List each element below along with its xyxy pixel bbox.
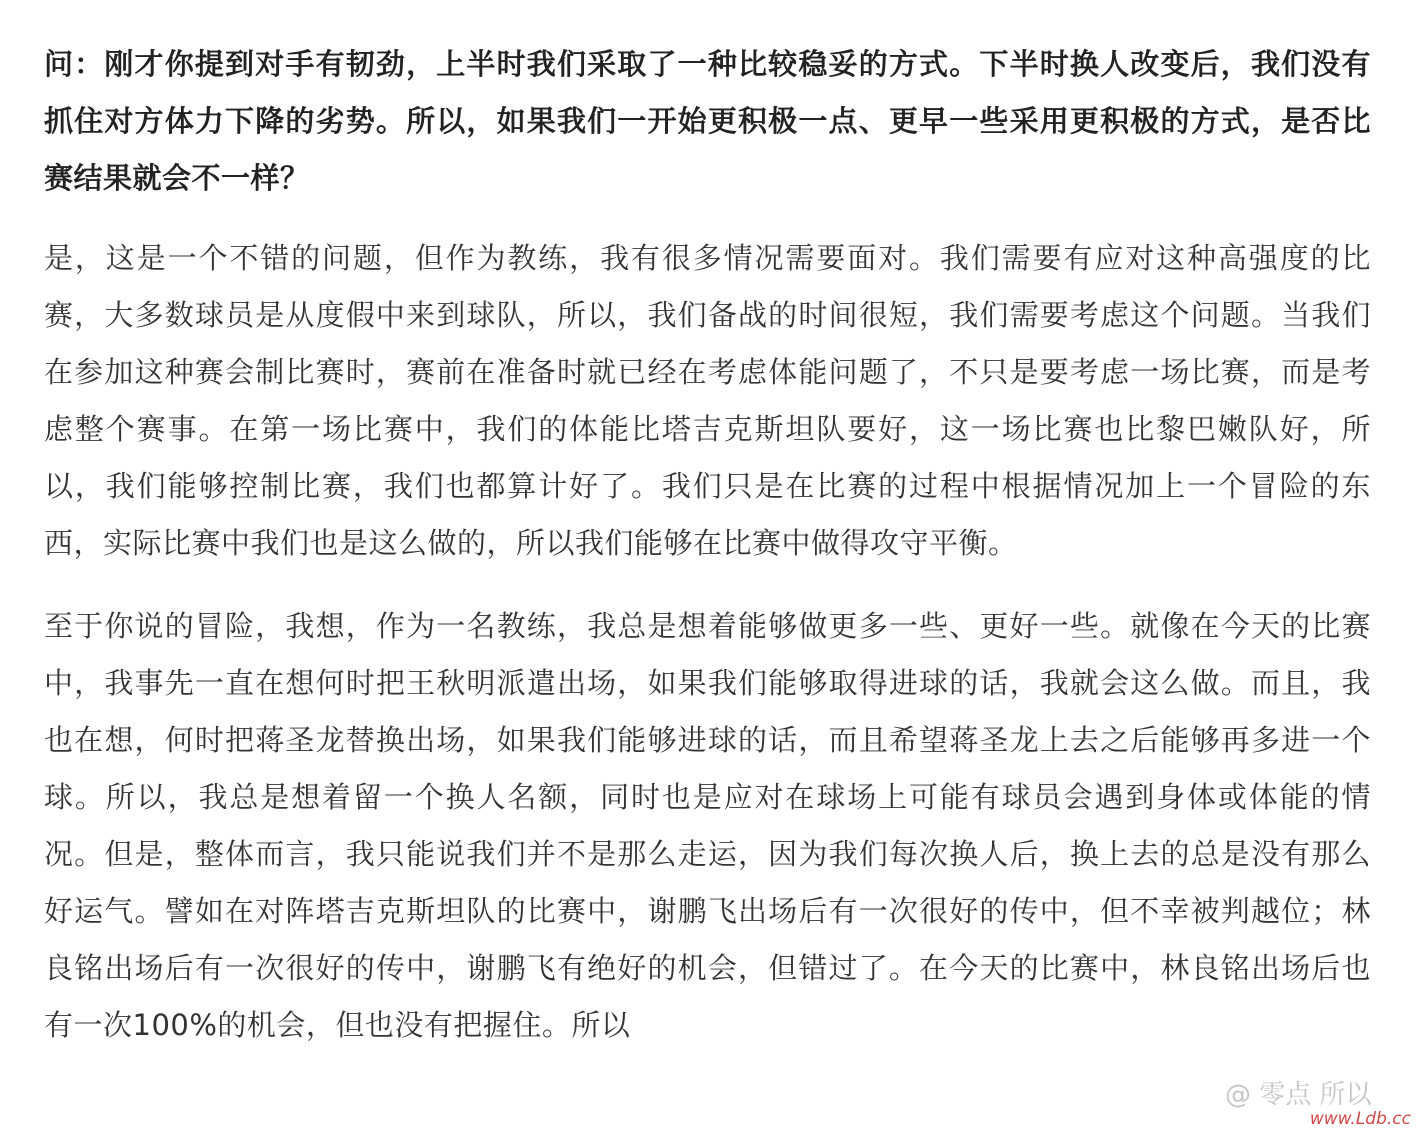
interview-question: 问：刚才你提到对手有韧劲，上半时我们采取了一种比较稳妥的方式。下半时换人改变后，我们没有抓住对方体力下降的劣势。所以，如果我们一开始更积极一点、更早一些采用更积极的方式，是否比赛结果就会不一样？ xyxy=(44,47,1371,195)
answer-paragraph-1: 是，这是一个不错的问题，但作为教练，我有很多情况需要面对。我们需要有应对这种高强度的比赛，大多数球员是从度假中来到球队，所以，我们备战的时间很短，我们需要考虑这个问题。当我们在参加这种赛会制比赛时，赛前在准备时就已经在考虑体能问题了，不只是要考虑一场比赛，而是考虑整个赛事。在第一场比赛中，我们的体能比塔吉克斯坦队要好，这一场比赛也比黎巴嫩队好，所以，我们能够控制比赛，我们也都算计好了。我们只是在比赛的过程中根据情况加上一个冒险的东西，实际比赛中我们也是这么做的，所以我们能够在比赛中做得攻守平衡。 xyxy=(44,241,1371,560)
watermark-text: @ 零点 所以 xyxy=(1225,1080,1372,1110)
watermark xyxy=(1217,1070,1417,1129)
answer-paragraph-2: 至于你说的冒险，我想，作为一名教练，我总是想着能够做更多一些、更好一些。就像在今天的比赛中，我事先一直在想何时把王秋明派遣出场，如果我们能够取得进球的话，我就会这么做。而且，我也在想，何时把蒋圣龙替换出场，如果我们能够进球的话，而且希望蒋圣龙上去之后能够再多进一个球。所以，我总是想着留一个换人名额，同时也是应对在球场上可能有球员会遇到身体或体能的情况。但是，整体而言，我只能说我们并不是那么走运，因为我们每次换人后，换上去的总是没有那么好运气。譬如在对阵塔吉克斯坦队的比赛中，谢鹏飞出场后有一次很好的传中，但不幸被判越位；林良铭出场后有一次很好的传中，谢鹏飞有绝好的机会，但错过了。在今天的比赛中，林良铭出场后也有一次100%的机会，但也没有把握住。所以 xyxy=(44,609,1371,1042)
watermark-url: www.Ldb.cc xyxy=(1309,1109,1411,1129)
